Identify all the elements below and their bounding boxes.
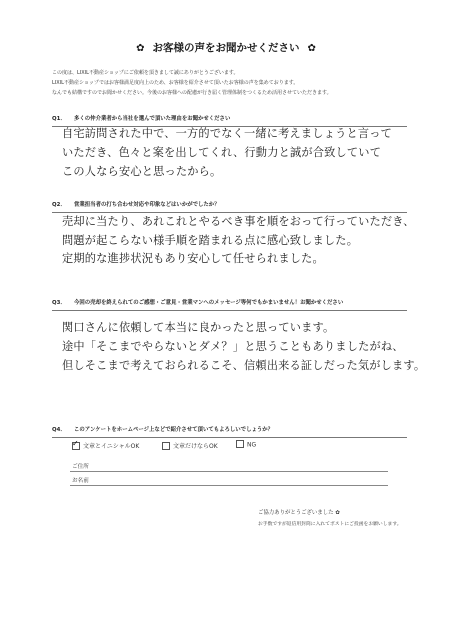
return-note: お手数ですが返信用封筒に入れてポストにご投函をお願いします。 — [258, 522, 402, 527]
flower-icon: ✿ — [333, 510, 340, 516]
thanks-label: ご協力ありがとうございました — [258, 510, 334, 516]
answer-line: 自宅訪問された中で、一方的でなく一緒に考えましょうと言って — [62, 127, 393, 140]
thanks-text — [258, 508, 340, 516]
question-number: Q4． — [52, 427, 66, 433]
answer-line: 但しそこまで考えておられるこそ、信頼出来る証しだった気がします。 — [62, 359, 426, 372]
option-label: 文章とイニシャルOK — [83, 443, 140, 450]
question-text: 今回の売却を終えられてのご感想・ご意見・営業マンへのメッセージ等何でもかまいません！お聞かせください — [74, 300, 344, 306]
intro-line: この度は、LIXIL不動産ショップにご依頼を頂きまして誠にありがとうございます。 — [52, 70, 239, 76]
question-3 — [52, 298, 343, 306]
intro-line: LIXIL不動産ショップではお客様満足度向上のため、お客様を紹介させて頂いたお客様の声を集めております。 — [52, 80, 299, 86]
answer-line: 途中「そこまでやらないとダメ？」と思うこともありましたがね、 — [62, 340, 404, 353]
question-text: このアンケートをホームページ上などで紹介させて頂いてもよろしいでしょうか？ — [74, 427, 274, 433]
option-text-only-ok[interactable] — [162, 441, 218, 451]
answer-line: この人なら安心と思ったから。 — [62, 165, 222, 178]
checked-checkbox-icon[interactable] — [72, 442, 80, 450]
option-ng[interactable] — [236, 441, 256, 449]
answer-line: 関口さんに依頼して本当に良かったと思っています。 — [62, 321, 335, 334]
name-field[interactable] — [70, 485, 388, 486]
question-text: 営業担当者の打ち合わせ対応や印象などはいかがでしたか？ — [74, 202, 220, 208]
checkbox-icon[interactable] — [236, 440, 244, 448]
answer-line: いただき、色々と案を出してくれ、行動力と誠が合致していて — [62, 146, 382, 159]
option-label: 文章だけならOK — [173, 443, 218, 450]
page-title — [0, 40, 452, 55]
name-label: お名前 — [72, 478, 89, 484]
option-label: NG — [247, 441, 257, 449]
answer-line: 売却に当たり、あれこれとやるべき事を順をおって行っていただき、 — [62, 215, 415, 228]
intro-text — [52, 68, 412, 98]
question-text: 多くの仲介業者から当社を選んで頂いた理由をお聞かせください — [74, 116, 231, 122]
question-number: Q3． — [52, 300, 66, 306]
address-label: ご住所 — [72, 464, 89, 470]
divider — [52, 310, 407, 311]
answer-line: 定期的な進捗状況もあり安心して任せられました。 — [62, 252, 324, 265]
intro-line: なんでも結構ですのでお聞かせください。今後のお客様への配慮が行き届く管理体制をつくるため活用させていただきます。 — [52, 90, 332, 96]
question-2 — [52, 200, 220, 208]
flower-icon: ✿ — [307, 43, 316, 54]
question-4 — [52, 425, 273, 433]
answer-line: 問題が起こらない様手順を踏まれる点に感心致しました。 — [62, 234, 359, 247]
question-number: Q1． — [52, 116, 66, 122]
title-text: お客様の声をお聞かせください — [152, 42, 300, 54]
question-number: Q2． — [52, 202, 66, 208]
question-1 — [52, 114, 230, 122]
flower-icon: ✿ — [136, 43, 145, 54]
address-field[interactable] — [70, 471, 388, 472]
divider — [52, 437, 407, 438]
option-initial-ok[interactable] — [72, 441, 139, 451]
checkbox-icon[interactable] — [162, 442, 170, 450]
